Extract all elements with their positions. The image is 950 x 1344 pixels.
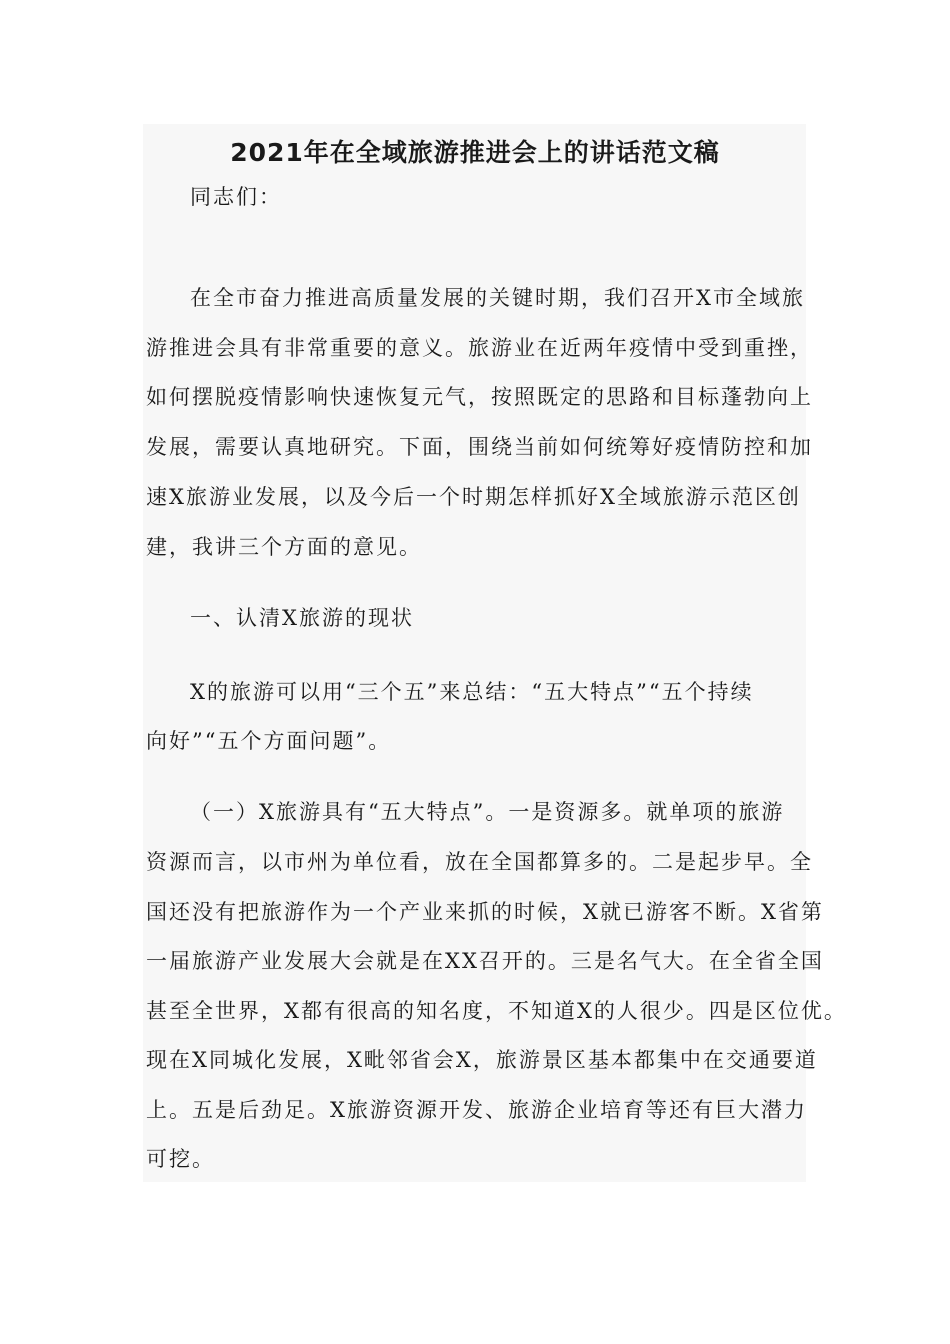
paragraph-3-line-3: 国还没有把旅游作为一个产业来抓的时候，X就已游客不断。X省第 — [146, 900, 824, 924]
paragraph-3-line-1: （一）X旅游具有“五大特点”。一是资源多。就单项的旅游 — [190, 800, 785, 824]
paragraph-1-line-3: 如何摆脱疫情影响快速恢复元气，按照既定的思路和目标蓬勃向上 — [146, 385, 813, 409]
paragraph-3-line-4: 一届旅游产业发展大会就是在XX召开的。三是名气大。在全省全国 — [146, 949, 824, 973]
paragraph-3-line-8: 可挖。 — [146, 1147, 215, 1171]
paragraph-1-line-1: 在全市奋力推进高质量发展的关键时期，我们召开X市全域旅 — [190, 286, 805, 310]
paragraph-1-line-2: 游推进会具有非常重要的意义。旅游业在近两年疫情中受到重挫， — [146, 336, 813, 360]
paragraph-3-line-6: 现在X同城化发展，X毗邻省会X，旅游景区基本都集中在交通要道 — [146, 1048, 818, 1072]
paragraph-3-line-5: 甚至全世界，X都有很高的知名度，不知道X的人很少。四是区位优。 — [146, 999, 847, 1023]
paragraph-3-line-7: 上。五是后劲足。X旅游资源开发、旅游企业培育等还有巨大潜力 — [146, 1098, 807, 1122]
salutation: 同志们： — [190, 185, 282, 209]
paragraph-3-line-2: 资源而言，以市州为单位看，放在全国都算多的。二是起步早。全 — [146, 850, 813, 874]
paragraph-1-line-4: 发展，需要认真地研究。下面，围绕当前如何统筹好疫情防控和加 — [146, 435, 813, 459]
paragraph-2-line-2: 向好”“五个方面问题”。 — [146, 729, 392, 753]
paragraph-1-line-5: 速X旅游业发展，以及今后一个时期怎样抓好X全域旅游示范区创 — [146, 485, 801, 509]
document-title: 2021年在全域旅游推进会上的讲话范文稿 — [230, 138, 720, 167]
paragraph-2-line-1: X的旅游可以用“三个五”来总结：“五大特点”“五个持续 — [190, 680, 754, 704]
section-heading-1: 一、认清X旅游的现状 — [190, 606, 414, 630]
paragraph-1-line-6: 建，我讲三个方面的意见。 — [146, 535, 422, 559]
